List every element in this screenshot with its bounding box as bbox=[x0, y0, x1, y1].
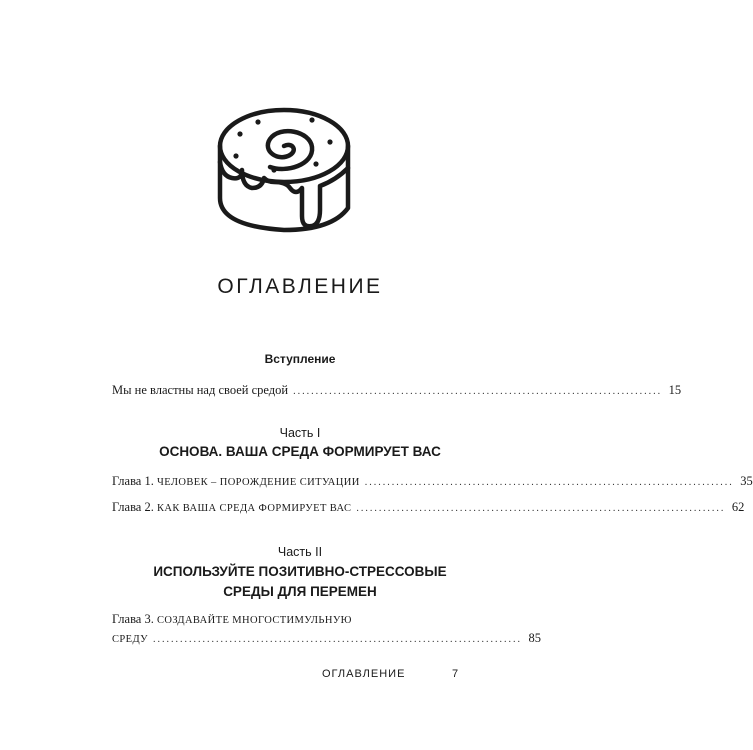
intro-heading: Вступление bbox=[264, 352, 336, 366]
toc-entry-page: 85 bbox=[528, 631, 541, 645]
toc-entry-label: ЧЕЛОВЕК – ПОРОЖДЕНИЕ СИТУАЦИИ bbox=[156, 477, 360, 488]
toc-entry-page: 35 bbox=[740, 474, 753, 488]
leader-dots: .................................................................................. bbox=[152, 634, 522, 645]
part2-label: Часть II bbox=[277, 545, 323, 559]
part1-label: Часть I bbox=[279, 426, 321, 440]
toc-entry-page: 15 bbox=[668, 383, 682, 397]
chapter-prefix: Глава 1. bbox=[112, 474, 154, 488]
running-footer-title: ОГЛАВЛЕНИЕ bbox=[322, 668, 406, 680]
toc-title: ОГЛАВЛЕНИЕ bbox=[217, 275, 383, 298]
toc-entry-intro[interactable] bbox=[112, 383, 682, 398]
toc-entry-chapter2[interactable] bbox=[112, 500, 745, 515]
toc-entry-chapter3[interactable] bbox=[112, 631, 541, 646]
leader-dots: .................................................................................. bbox=[293, 386, 663, 397]
part1-title: ОСНОВА. ВАША СРЕДА ФОРМИРУЕТ ВАС bbox=[159, 444, 441, 459]
chapter-prefix: Глава 3. bbox=[112, 612, 154, 626]
toc-entry-label: СОЗДАВАЙТЕ МНОГОСТИМУЛЬНУЮ bbox=[156, 615, 352, 626]
leader-dots: .................................................................................. bbox=[356, 503, 726, 514]
leader-dots: .................................................................................. bbox=[364, 477, 734, 488]
part2-title-line1: ИСПОЛЬЗУЙТЕ ПОЗИТИВНО-СТРЕССОВЫЕ bbox=[153, 564, 447, 579]
toc-entry-page: 62 bbox=[731, 500, 745, 514]
page-number: 7 bbox=[452, 668, 459, 680]
cinnamon-roll-icon bbox=[212, 98, 357, 243]
toc-entry-label-cont: СРЕДУ bbox=[112, 634, 148, 645]
chapter-prefix: Глава 2. bbox=[112, 500, 154, 514]
part2-title-line2: СРЕДЫ ДЛЯ ПЕРЕМЕН bbox=[223, 584, 377, 599]
toc-entry-chapter3-line1[interactable] bbox=[112, 612, 462, 627]
toc-entry-label: КАК ВАША СРЕДА ФОРМИРУЕТ ВАС bbox=[156, 503, 352, 514]
toc-entry-label: Мы не властны над своей средой bbox=[112, 383, 289, 397]
toc-entry-chapter1[interactable] bbox=[112, 474, 753, 489]
